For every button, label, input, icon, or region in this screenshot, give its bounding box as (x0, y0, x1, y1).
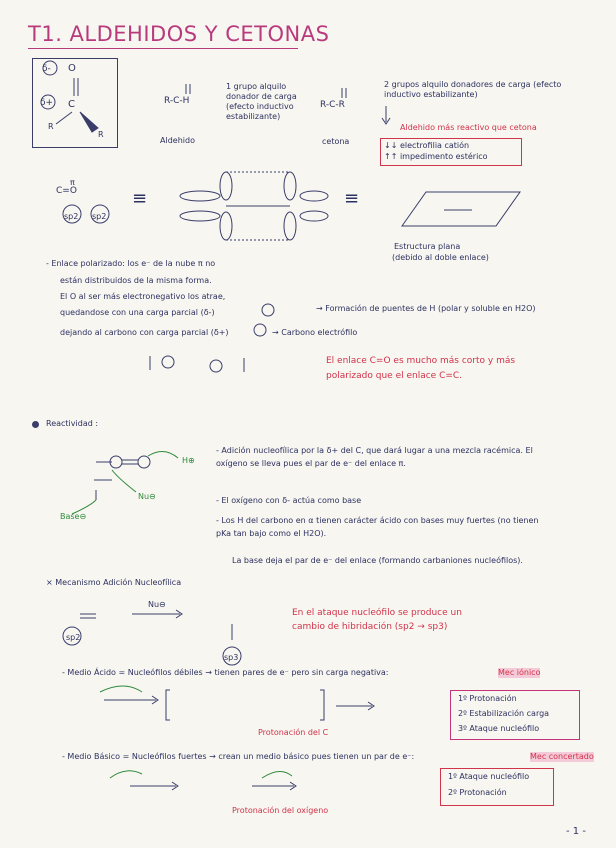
reactividad-p3: - Los H del carbono en α tienen carácter ácido con bases muy fuertes (no tienen pKa tan bajo como el H2O). (216, 516, 539, 538)
mech-arrow-head (176, 610, 182, 618)
o-lobe-2 (300, 211, 328, 221)
mecanismo-heading: × Mecanismo Adición Nucleofílica (46, 578, 182, 587)
green-curve-h (148, 451, 178, 458)
comparison-note: Aldehido más reactivo que cetona (400, 123, 537, 132)
structure-label: Estructura plana (394, 242, 461, 251)
polar-line-5b: → Carbono electrófilo (272, 328, 358, 337)
sp2-lobe-2 (180, 211, 220, 221)
cetona-note: 2 grupos alquilo donadores de carga (efecto inductivo estabilizante) (384, 80, 562, 99)
delta-minus-label: δ- (42, 64, 51, 74)
basico-text: - Medio Básico = Nucleófilos fuertes → crean un medio básico pues tienen un par de e⁻: (62, 752, 415, 761)
sp2-label-b: sp2 (92, 212, 107, 221)
mecanismo-sp2: sp2 (66, 633, 81, 642)
mecanismo-sp3: sp3 (224, 653, 239, 662)
acid-bracket-left (166, 690, 170, 720)
o-lobe-1 (300, 191, 328, 201)
page-number: - 1 - (566, 826, 586, 837)
title-underline (28, 48, 298, 49)
acid-arrow-head-1 (152, 696, 158, 704)
basico-highlight: Mec concertado (530, 752, 594, 761)
acido-step-3: 3º Ataque nucleófilo (458, 724, 540, 733)
carbon-label: C (68, 99, 75, 110)
comparison-item-2: ↑↑ impedimento estérico (384, 152, 488, 161)
polar-line-4b: → Formación de puentes de H (polar y soluble en H2O) (316, 304, 536, 313)
planar-parallelogram (402, 192, 520, 226)
basic-arrow-head-1 (172, 782, 178, 790)
aldehido-label: Aldehido (160, 136, 195, 145)
comparison-item-1: ↓↓ electrofilia catión (384, 141, 470, 150)
basico-protonation-label: Protonación del oxígeno (232, 806, 329, 815)
acido-step-2: 2º Estabilización carga (458, 709, 550, 718)
polar-line-4: quedandose con una carga parcial (δ-) (60, 308, 215, 317)
cetona-label: cetona (322, 137, 350, 146)
nu-label: Nu⊖ (138, 492, 156, 501)
p-orbital-c-bottom (220, 212, 232, 240)
p-orbital-o-top (284, 172, 296, 200)
polar-line-1: - Enlace polarizado: los e⁻ de la nube π no (46, 259, 216, 268)
acido-step-1: 1º Protonación (458, 694, 517, 703)
aldehido-note: 1 grupo alquilo donador de carga (efecto inductivo estabilizante) (226, 82, 297, 121)
basico-step-1: 1º Ataque nucleófilo (448, 772, 530, 781)
polar-line-3: El O al ser más electronegativo los atrae, (60, 292, 226, 301)
green-curve-basic (110, 771, 142, 778)
delta-plus-label: δ+ (40, 98, 54, 108)
acido-protonation-label: Protonación del C (258, 728, 329, 737)
acid-arrow-head-2 (368, 702, 374, 710)
page-title: T1. ALDEHIDOS Y CETONAS (28, 22, 330, 46)
delta-minus-mini (210, 360, 222, 372)
sp2-label-a: sp2 (64, 212, 79, 221)
react-delta-minus (138, 456, 150, 468)
reactividad-p4: La base deja el par de e⁻ del enlace (formando carbaniones nucleófilos). (232, 556, 523, 565)
base-label: Base⊖ (60, 512, 87, 521)
aldehido-formula: R-C-H (164, 96, 190, 106)
mecanismo-nu: Nu⊖ (148, 600, 166, 609)
r2-group-label: R (98, 130, 104, 139)
down-arrow-head (382, 118, 390, 124)
reactividad-heading: Reactividad : (46, 419, 99, 428)
delta-plus-mini (162, 356, 174, 368)
enlace-note: El enlace C=O es mucho más corto y más polarizado que el enlace C=C. (326, 356, 516, 381)
delta-plus-inline (254, 324, 266, 336)
cetona-formula: R-C-R (320, 100, 345, 110)
acid-bracket-right (320, 690, 324, 720)
reactividad-bullet (32, 421, 39, 428)
green-curve-nu (112, 470, 136, 492)
polar-line-5: dejando al carbono con carga parcial (δ+) (60, 328, 229, 337)
green-curve-acid (100, 686, 142, 692)
carbonyl-left: C=O (56, 186, 77, 196)
p-orbital-o-bottom (284, 212, 296, 240)
oxygen-label: O (68, 63, 76, 74)
mecanismo-note: En el ataque nucleófilo se produce un cambio de hibridación (sp2 → sp3) (292, 608, 462, 632)
react-delta-plus (110, 456, 122, 468)
reactividad-p2: - El oxígeno con δ- actúa como base (216, 496, 362, 505)
basico-step-2: 2º Protonación (448, 788, 507, 797)
h-plus-label: H⊕ (182, 456, 195, 465)
equiv-sign-2: ≡ (344, 188, 360, 209)
reactividad-p1: - Adición nucleofílica por la δ+ del C, que dará lugar a una mezcla racémica. El oxígeno se lleva pues el par de e⁻ del enlace π. (216, 446, 533, 468)
sp2-lobe-1 (180, 191, 220, 201)
acido-text: - Medio Ácido = Nucleófilos débiles → tienen pares de e⁻ pero sin carga negativa: (62, 668, 389, 677)
acido-highlight: Mec iónico (498, 668, 541, 677)
green-curve-basic-2 (262, 771, 292, 778)
r-group-label: R (48, 122, 54, 131)
pi-label: π (70, 178, 75, 187)
p-orbital-c-top (220, 172, 232, 200)
polar-line-2: están distribuidos de la misma forma. (60, 276, 212, 285)
equiv-sign-1: ≡ (132, 188, 148, 209)
structure-sub: (debido al doble enlace) (392, 253, 489, 262)
delta-minus-inline (262, 304, 274, 316)
basic-arrow-head-2 (290, 782, 296, 790)
